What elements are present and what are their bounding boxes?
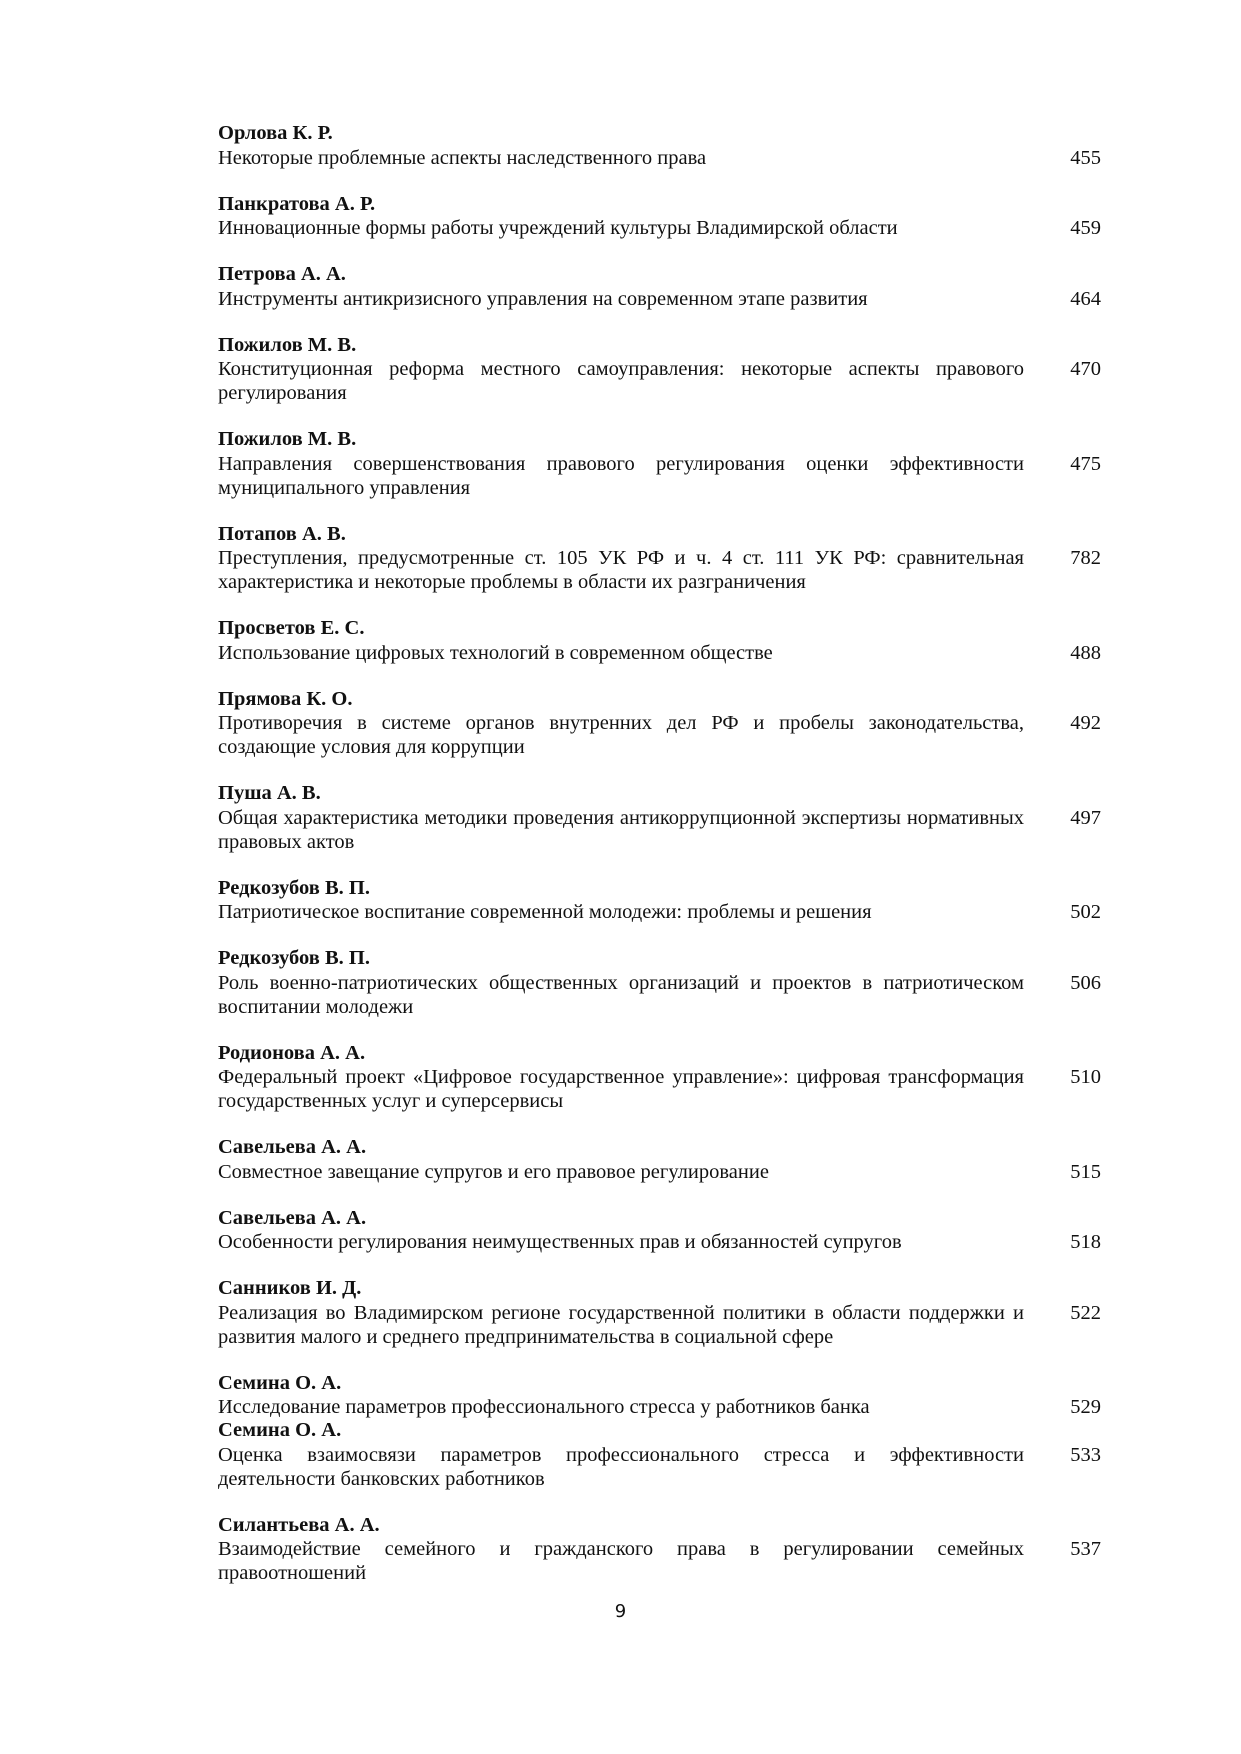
toc-entry-page: 497 [1070, 806, 1101, 829]
toc-entry-row [218, 357, 1101, 405]
toc-entry-page: 533 [1070, 1443, 1101, 1466]
toc-entry-page: 464 [1070, 287, 1101, 310]
toc-entry-page: 522 [1070, 1301, 1101, 1324]
toc-entry-row [218, 900, 1101, 924]
toc-entry-author: Савельева А. А. [218, 1206, 367, 1229]
toc-entry [218, 334, 1101, 406]
toc-entry [218, 782, 1101, 854]
toc-entry-title: Инструменты антикризисного управления на современном этапе развития [218, 287, 868, 310]
toc-entry-author: Петрова А. А. [218, 263, 346, 285]
toc-entry-title: Оценка взаимосвязи параметров профессионального стресса и эффективности деятельности банковских работников [218, 1443, 1024, 1490]
toc-entry-author: Пожилов М. В. [218, 428, 357, 450]
toc-entry-row [218, 1301, 1101, 1349]
toc-entry-row [218, 971, 1101, 1019]
table-of-contents [218, 122, 1101, 1608]
toc-entry-author: Пожилов М. В. [218, 333, 357, 356]
toc-entry-title: Взаимодействие семейного и гражданского права в регулировании семейных правоотношений [218, 1538, 1024, 1584]
toc-entry-row [218, 1395, 1101, 1419]
toc-entry-page: 506 [1070, 971, 1101, 994]
toc-entry-page: 537 [1070, 1538, 1101, 1560]
toc-entry [218, 877, 1101, 925]
toc-entry [218, 193, 1101, 241]
toc-entry [218, 122, 1101, 170]
toc-entry-author: Потапов А. В. [218, 522, 346, 545]
toc-entry-title: Роль военно-патриотических общественных организаций и проектов в патриотическом воспитании молодежи [218, 971, 1024, 1018]
toc-entry-page: 510 [1070, 1066, 1101, 1088]
toc-entry-page: 782 [1070, 547, 1101, 569]
toc-entry [218, 1136, 1101, 1184]
toc-entry-page: 459 [1070, 217, 1101, 239]
toc-entry-author: Просветов Е. С. [218, 617, 365, 639]
toc-entry-row [218, 806, 1101, 854]
toc-entry-author: Санников И. Д. [218, 1277, 362, 1299]
toc-entry-row [218, 1160, 1101, 1184]
toc-entry-row [218, 711, 1101, 759]
toc-entry-author: Семина О. А. [218, 1371, 342, 1394]
toc-entry-title: Некоторые проблемные аспекты наследственного права [218, 146, 707, 169]
toc-entry-row [218, 1443, 1101, 1491]
toc-entry [218, 523, 1101, 595]
toc-entry-title: Общая характеристика методики проведения антикоррупционной экспертизы нормативных правовых актов [218, 806, 1024, 853]
toc-entry-title: Реализация во Владимирском регионе государственной политики в области поддержки и развития малого и среднего предпринимательства в социальной сфере [218, 1301, 1024, 1348]
toc-entry-title: Использование цифровых технологий в современном обществе [218, 641, 773, 664]
toc-entry [218, 263, 1101, 311]
toc-entry [218, 1419, 1101, 1491]
toc-entry-title: Направления совершенствования правового регулирования оценки эффективности муниципального управления [218, 452, 1024, 499]
toc-entry-page: 470 [1070, 358, 1101, 380]
toc-entry-page: 475 [1070, 452, 1101, 475]
page-number: 9 [614, 1601, 627, 1622]
toc-entry [218, 947, 1101, 1019]
toc-entry-title: Особенности регулирования неимущественных прав и обязанностей супругов [218, 1231, 902, 1253]
toc-entry-author: Родионова А. А. [218, 1041, 366, 1064]
toc-entry-row [218, 1230, 1101, 1254]
toc-entry-page: 502 [1070, 901, 1101, 923]
toc-entry-page: 529 [1070, 1396, 1101, 1418]
toc-entry-title: Конституционная реформа местного самоуправления: некоторые аспекты правового регулирования [218, 358, 1024, 404]
toc-entry-row [218, 1537, 1101, 1585]
toc-entry [218, 688, 1101, 760]
toc-entry-author: Пуша А. В. [218, 782, 321, 804]
toc-entry-title: Инновационные формы работы учреждений культуры Владимирской области [218, 217, 898, 239]
toc-entry [218, 1514, 1101, 1586]
toc-entry-row [218, 287, 1101, 311]
toc-entry-page: 515 [1070, 1160, 1101, 1183]
toc-entry-row [218, 216, 1101, 240]
toc-entry-title: Совместное завещание супругов и его правовое регулирование [218, 1160, 769, 1183]
toc-entry-author: Редкозубов В. П. [218, 947, 370, 969]
toc-entry-row [218, 546, 1101, 594]
toc-entry-title: Патриотическое воспитание современной молодежи: проблемы и решения [218, 901, 872, 923]
toc-entry-page: 492 [1070, 712, 1101, 734]
toc-entry [218, 428, 1101, 500]
toc-entry-title: Противоречия в системе органов внутренних дел РФ и пробелы законодательства, создающие условия для коррупции [218, 712, 1024, 758]
toc-entry-page: 488 [1070, 641, 1101, 664]
toc-entry-title: Исследование параметров профессионального стресса у работников банка [218, 1396, 870, 1418]
toc-entry-page: 455 [1070, 146, 1101, 169]
toc-entry [218, 1277, 1101, 1349]
toc-entry [218, 1042, 1101, 1114]
toc-entry-row [218, 641, 1101, 665]
toc-entry-author: Орлова К. Р. [218, 122, 333, 144]
toc-entry [218, 617, 1101, 665]
toc-entry-title: Федеральный проект «Цифровое государственное управление»: цифровая трансформация государственных услуг и суперсервисы [218, 1066, 1024, 1112]
toc-entry-author: Прямова К. О. [218, 687, 353, 710]
toc-entry-row [218, 1065, 1101, 1113]
toc-entry [218, 1207, 1101, 1255]
toc-entry-page: 518 [1070, 1231, 1101, 1253]
toc-entry-author: Семина О. А. [218, 1419, 342, 1441]
toc-entry-author: Редкозубов В. П. [218, 876, 370, 899]
toc-entry-author: Силантьева А. А. [218, 1513, 380, 1536]
toc-entry-title: Преступления, предусмотренные ст. 105 УК РФ и ч. 4 ст. 111 УК РФ: сравнительная характеристика и некоторые проблемы в области их разграничения [218, 547, 1024, 593]
toc-entry [218, 1372, 1101, 1420]
toc-entry-row [218, 146, 1101, 170]
toc-entry-author: Панкратова А. Р. [218, 192, 376, 215]
toc-entry-row [218, 452, 1101, 500]
toc-entry-author: Савельева А. А. [218, 1136, 367, 1158]
